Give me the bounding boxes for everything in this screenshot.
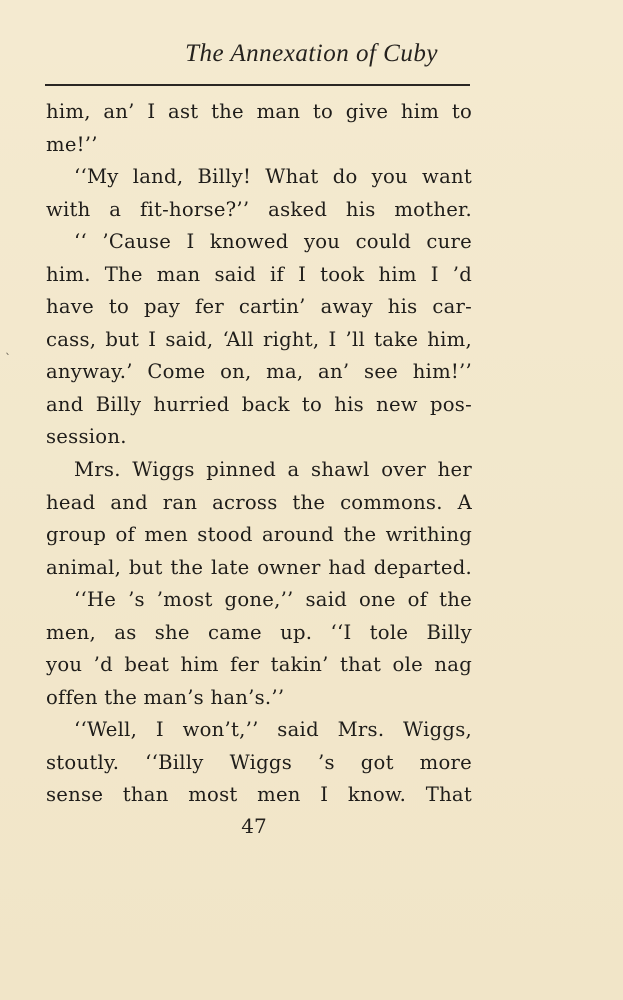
margin-mark: ˎ [5, 341, 11, 355]
header-rule [45, 84, 470, 86]
text-line: Mrs. Wiggs pinned a shawl over her [74, 458, 472, 482]
text-line: have to pay fer cartin’ away his car- [46, 295, 472, 319]
text-line: animal, but the late owner had departed. [46, 555, 472, 579]
text-line: and Billy hurried back to his new pos- [46, 392, 472, 416]
text-line: anyway.’ Come on, ma, an’ see him!’’ [46, 360, 472, 384]
text-line: group of men stood around the writhing [46, 523, 472, 547]
text-line: him, an’ I ast the man to give him to [46, 100, 472, 123]
text-line: with a fit-horse?’’ asked his mother. [46, 197, 472, 221]
page-number: 47 [241, 814, 267, 838]
text-line: sense than most men I know. That [46, 783, 472, 807]
text-line: stoutly. ‘‘Billy Wiggs ’s got more [46, 750, 472, 774]
text-line: him. The man said if I took him I ’d [46, 262, 472, 286]
body-text [46, 96, 472, 812]
text-line: ‘‘My land, Billy! What do you want [74, 165, 472, 189]
running-head: The Annexation of Cuby [185, 40, 438, 67]
text-line: cass, but I said, ‘All right, I ’ll take him, [46, 327, 472, 351]
text-line: me!’’ [46, 132, 98, 156]
text-line: session. [46, 425, 127, 449]
text-line: ‘‘He ’s ’most gone,’’ said one of the [74, 588, 472, 612]
text-line: ‘‘ ’Cause I knowed you could cure [74, 230, 472, 254]
text-line: ‘‘Well, I won’t,’’ said Mrs. Wiggs, [74, 718, 472, 742]
text-line: offen the man’s han’s.’’ [46, 685, 285, 709]
text-line: you ’d beat him fer takin’ that ole nag [46, 653, 472, 677]
text-line: head and ran across the commons. A [46, 490, 472, 514]
text-line: men, as she came up. ‘‘I tole Billy [46, 620, 472, 644]
